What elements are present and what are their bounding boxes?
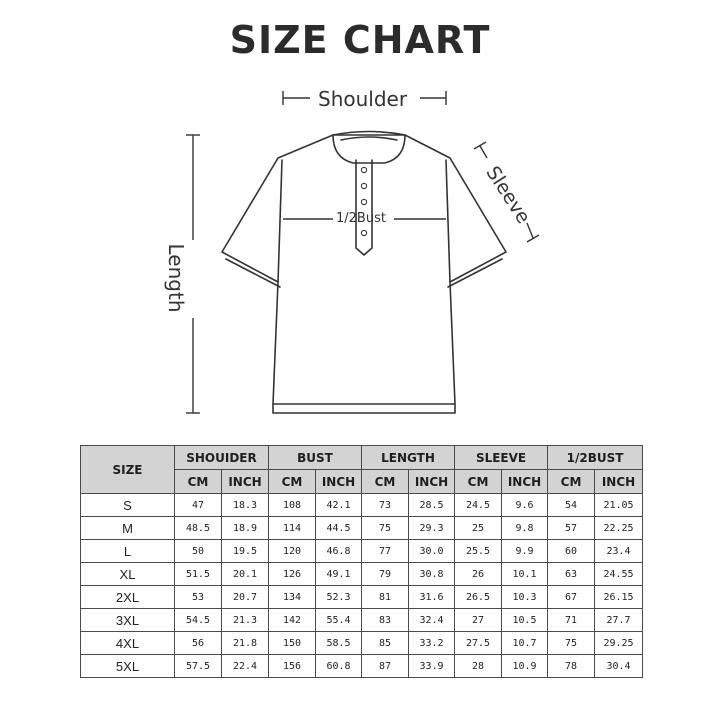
measure-cell: 9.6 [502, 494, 548, 517]
measure-cell: 27.5 [455, 632, 502, 655]
measure-cell: 18.3 [222, 494, 269, 517]
button-3 [361, 199, 366, 204]
measure-cell: 10.9 [502, 655, 548, 678]
page-title: SIZE CHART [229, 18, 491, 62]
length-label: Length [164, 243, 188, 313]
measure-cell: 30.4 [595, 655, 643, 678]
measure-cell: 33.2 [409, 632, 455, 655]
right-sleeve-cuff [448, 259, 502, 287]
button-1 [361, 167, 366, 172]
measure-cell: 75 [362, 517, 409, 540]
measure-cell: 32.4 [409, 609, 455, 632]
shirt-outline [222, 135, 506, 404]
measure-cell: 60.8 [316, 655, 362, 678]
measure-cell: 79 [362, 563, 409, 586]
bust-label: 1/2Bust [336, 211, 386, 226]
measure-cell: 30.0 [409, 540, 455, 563]
measure-cell: 29.3 [409, 517, 455, 540]
measure-cell: 67 [548, 586, 595, 609]
measure-cell: 26.15 [595, 586, 643, 609]
unit-header: CM [362, 470, 409, 494]
sleeve-header: SLEEVE [455, 446, 548, 470]
measure-cell: 9.9 [502, 540, 548, 563]
measure-cell: 26.5 [455, 586, 502, 609]
measure-cell: 85 [362, 632, 409, 655]
size-cell: 4XL [81, 632, 175, 655]
measure-cell: 58.5 [316, 632, 362, 655]
measure-cell: 30.8 [409, 563, 455, 586]
size-cell: L [81, 540, 175, 563]
measure-cell: 57.5 [175, 655, 222, 678]
left-armhole [278, 160, 282, 282]
measure-cell: 23.4 [595, 540, 643, 563]
button-4 [361, 230, 366, 235]
size-cell: 3XL [81, 609, 175, 632]
measure-cell: 52.3 [316, 586, 362, 609]
unit-header: CM [175, 470, 222, 494]
measure-cell: 47 [175, 494, 222, 517]
measure-cell: 108 [269, 494, 316, 517]
measure-cell: 25 [455, 517, 502, 540]
size-table-body [81, 494, 643, 678]
measure-cell: 28.5 [409, 494, 455, 517]
measure-cell: 42.1 [316, 494, 362, 517]
table-row [81, 609, 643, 632]
measure-cell: 49.1 [316, 563, 362, 586]
table-row [81, 586, 643, 609]
measure-cell: 78 [548, 655, 595, 678]
measure-cell: 29.25 [595, 632, 643, 655]
measure-cell: 114 [269, 517, 316, 540]
unit-header: CM [548, 470, 595, 494]
collar-inner [341, 137, 397, 140]
table-row [81, 540, 643, 563]
measure-cell: 48.5 [175, 517, 222, 540]
measure-cell: 53 [175, 586, 222, 609]
shoulder-label: Shoulder [318, 87, 408, 111]
measure-cell: 60 [548, 540, 595, 563]
length-header: LENGTH [362, 446, 455, 470]
measure-cell: 26 [455, 563, 502, 586]
size-cell: S [81, 494, 175, 517]
measure-cell: 10.5 [502, 609, 548, 632]
measure-cell: 75 [548, 632, 595, 655]
measure-cell: 20.1 [222, 563, 269, 586]
measure-cell: 21.05 [595, 494, 643, 517]
shoulder-header: SHOUIDER [175, 446, 269, 470]
measure-cell: 134 [269, 586, 316, 609]
table-row [81, 563, 643, 586]
measure-cell: 71 [548, 609, 595, 632]
measure-cell: 55.4 [316, 609, 362, 632]
measure-cell: 77 [362, 540, 409, 563]
measure-cell: 33.9 [409, 655, 455, 678]
measure-cell: 83 [362, 609, 409, 632]
measure-cell: 73 [362, 494, 409, 517]
size-cell: XL [81, 563, 175, 586]
unit-header: INCH [595, 470, 643, 494]
measure-cell: 87 [362, 655, 409, 678]
measure-cell: 51.5 [175, 563, 222, 586]
measure-cell: 50 [175, 540, 222, 563]
measure-cell: 46.8 [316, 540, 362, 563]
measure-cell: 10.7 [502, 632, 548, 655]
placket [356, 160, 372, 255]
hem-band [273, 404, 455, 413]
bust-header: BUST [269, 446, 362, 470]
measure-cell: 10.1 [502, 563, 548, 586]
measure-cell: 156 [269, 655, 316, 678]
measure-cell: 31.6 [409, 586, 455, 609]
measure-cell: 27.7 [595, 609, 643, 632]
table-row [81, 494, 643, 517]
measure-cell: 22.4 [222, 655, 269, 678]
unit-header: INCH [502, 470, 548, 494]
button-2 [361, 183, 366, 188]
measure-cell: 20.7 [222, 586, 269, 609]
size-header: SIZE [81, 446, 175, 494]
measure-cell: 28 [455, 655, 502, 678]
sleeve-label: Sleeve [481, 162, 535, 228]
sleeve-dim-bottom [527, 223, 533, 238]
measure-cell: 57 [548, 517, 595, 540]
measure-cell: 19.5 [222, 540, 269, 563]
measure-cell: 120 [269, 540, 316, 563]
measure-cell: 27 [455, 609, 502, 632]
size-cell: M [81, 517, 175, 540]
measure-cell: 22.25 [595, 517, 643, 540]
table-row [81, 632, 643, 655]
measure-cell: 54 [548, 494, 595, 517]
measure-cell: 142 [269, 609, 316, 632]
unit-header: CM [455, 470, 502, 494]
measure-cell: 10.3 [502, 586, 548, 609]
measure-cell: 54.5 [175, 609, 222, 632]
unit-header: INCH [409, 470, 455, 494]
unit-header: INCH [316, 470, 362, 494]
table-row [81, 517, 643, 540]
left-sleeve-cuff [226, 259, 280, 287]
unit-header: INCH [222, 470, 269, 494]
table-row [81, 655, 643, 678]
sleeve-dim-top [480, 146, 487, 158]
measure-cell: 21.8 [222, 632, 269, 655]
measure-cell: 56 [175, 632, 222, 655]
measure-cell: 44.5 [316, 517, 362, 540]
measure-cell: 9.8 [502, 517, 548, 540]
measure-cell: 25.5 [455, 540, 502, 563]
size-cell: 2XL [81, 586, 175, 609]
measure-cell: 24.55 [595, 563, 643, 586]
size-cell: 5XL [81, 655, 175, 678]
measure-cell: 18.9 [222, 517, 269, 540]
measure-cell: 150 [269, 632, 316, 655]
unit-header: CM [269, 470, 316, 494]
half-bust-header: 1/2BUST [548, 446, 643, 470]
measure-cell: 63 [548, 563, 595, 586]
size-table [80, 445, 643, 678]
measure-cell: 81 [362, 586, 409, 609]
measure-cell: 126 [269, 563, 316, 586]
measure-cell: 21.3 [222, 609, 269, 632]
right-armhole [446, 160, 450, 282]
measure-cell: 24.5 [455, 494, 502, 517]
